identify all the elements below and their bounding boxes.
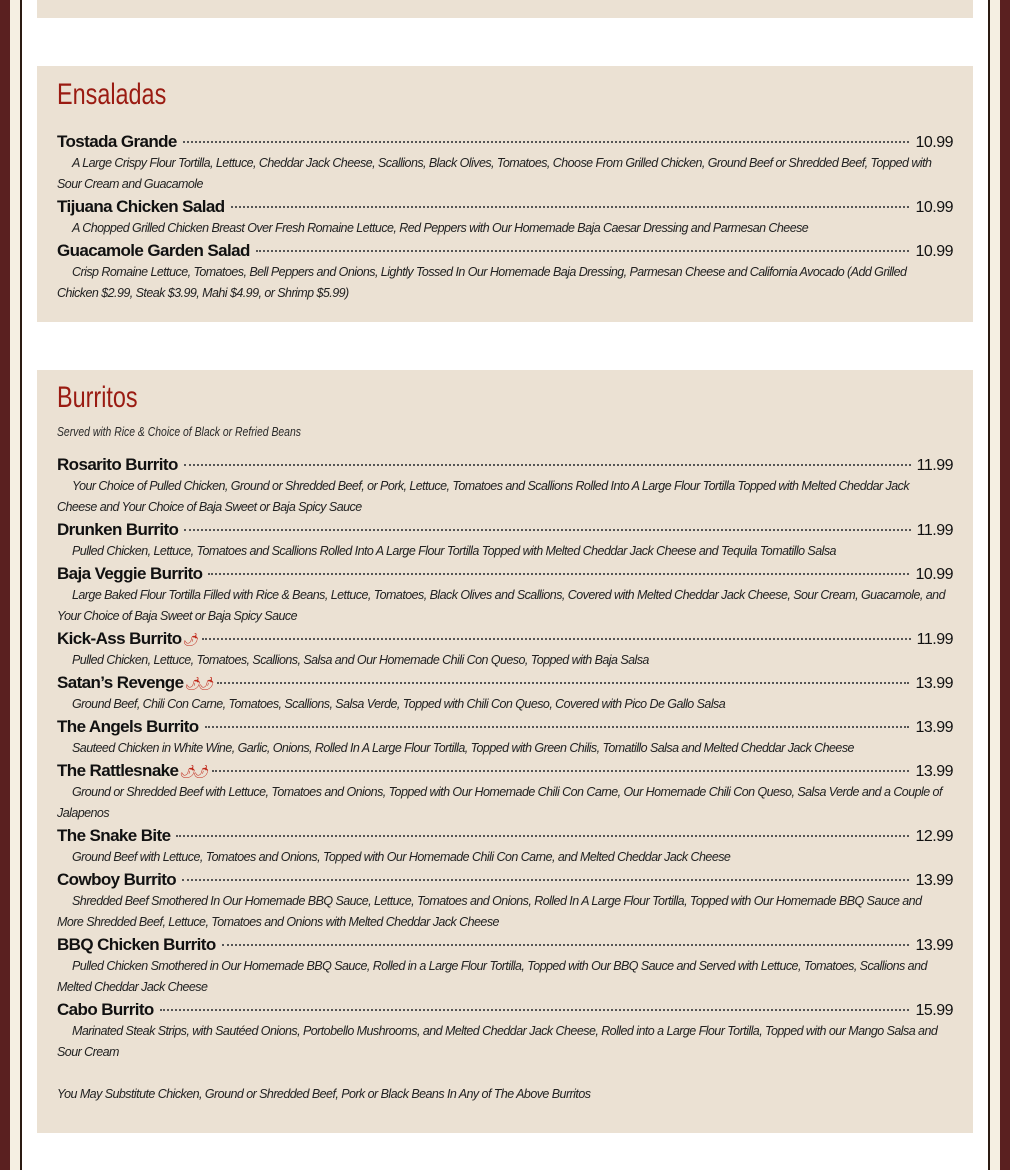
- chili-pepper-icon: 🌶🌶: [184, 676, 212, 691]
- item-price: 10.99: [915, 566, 953, 583]
- menu-item: [57, 998, 953, 1063]
- item-price: 11.99: [916, 457, 953, 474]
- dot-leader: [222, 944, 910, 946]
- section-title: Burritos: [57, 381, 138, 414]
- item-description: A Large Crispy Flour Tortilla, Lettuce, Cheddar Jack Cheese, Scallions, Black Olives, Tomatoes, Choose From Grilled Chicken, Ground Beef or Shredded Beef, Topped with Sour Cream and Guacamole: [57, 156, 932, 191]
- item-description: Large Baked Flour Tortilla Filled with Rice & Beans, Lettuce, Tomatoes, Black Olives and Scallions, Covered with Melted Cheddar Jack Cheese, Sour Cream, Guacamole, and Your Choice of Baja Sweet or Baja Spicy Sauce: [57, 588, 945, 623]
- item-price: 11.99: [916, 631, 953, 648]
- substitution-note: You May Substitute Chicken, Ground or Shredded Beef, Pork or Black Beans In Any of The Above Burritos: [57, 1087, 591, 1101]
- previous-section-panel: [37, 0, 973, 18]
- dot-leader: [231, 206, 910, 208]
- item-description: Pulled Chicken, Lettuce, Tomatoes, Scallions, Salsa and Our Homemade Chili Con Queso, Topped with Baja Salsa: [72, 653, 649, 667]
- menu-item: [57, 453, 953, 518]
- item-price: 12.99: [915, 828, 953, 845]
- menu-item: [57, 671, 953, 715]
- menu-item: [57, 562, 953, 627]
- item-name: Kick-Ass Burrito: [57, 629, 182, 648]
- item-name: Tostada Grande: [57, 132, 177, 151]
- item-price: 13.99: [915, 719, 953, 736]
- menu-item: [57, 195, 953, 239]
- item-description: Ground Beef with Lettuce, Tomatoes and Onions, Topped with Our Homemade Chili Con Carne, and Melted Cheddar Jack Cheese: [72, 850, 731, 864]
- item-description: Crisp Romaine Lettuce, Tomatoes, Bell Peppers and Onions, Lightly Tossed In Our Homemade Baja Dressing, Parmesan Cheese and California Avocado (Add Grilled Chicken $2.99, Steak $3.99, Mahi $4.99, or Shrimp $5.99): [57, 265, 907, 300]
- item-description: Sauteed Chicken in White Wine, Garlic, Onions, Rolled In A Large Flour Tortilla, Topped with Green Chilis, Tomatillo Salsa and Melted Cheddar Jack Cheese: [72, 741, 854, 755]
- item-price: 13.99: [915, 872, 953, 889]
- dot-leader: [183, 141, 910, 143]
- chili-pepper-icon: 🌶🌶: [179, 764, 207, 779]
- menu-item: [57, 759, 953, 824]
- item-name: Guacamole Garden Salad: [57, 241, 250, 260]
- item-description: Your Choice of Pulled Chicken, Ground or Shredded Beef, or Pork, Lettuce, Tomatoes and Scallions Rolled Into A Large Flour Tortilla Topped with Melted Cheddar Jack Cheese and Your Choice of Baja Sweet or Baja Spicy Sauce: [57, 479, 910, 514]
- dot-leader: [182, 879, 909, 881]
- item-name: Rosarito Burrito: [57, 455, 178, 474]
- section-intro: Served with Rice & Choice of Black or Refried Beans: [57, 424, 301, 439]
- dot-leader: [217, 682, 909, 684]
- item-description: Ground or Shredded Beef with Lettuce, Tomatoes and Onions, Topped with Our Homemade Chili Con Carne, Our Homemade Chili Con Queso, Salsa Verde and a Couple of Jalapenos: [57, 785, 942, 820]
- item-price: 10.99: [915, 199, 953, 216]
- item-description: Shredded Beef Smothered In Our Homemade BBQ Sauce, Lettuce, Tomatoes and Onions, Rolled In A Large Flour Tortilla, Topped with Our Homemade BBQ Sauce and More Shredded Beef, Lettuce, Tomatoes and Onions with Melted Cheddar Jack Cheese: [57, 894, 922, 929]
- item-name: Cowboy Burrito: [57, 870, 177, 889]
- ensaladas-section: [37, 66, 973, 322]
- item-description: Ground Beef, Chili Con Carne, Tomatoes, Scallions, Salsa Verde, Topped with Chili Con Queso, Covered with Pico De Gallo Salsa: [72, 697, 726, 711]
- item-price: 11.99: [916, 522, 953, 539]
- item-name: BBQ Chicken Burrito: [57, 935, 216, 954]
- dot-leader: [184, 464, 911, 466]
- chili-pepper-icon: 🌶: [182, 632, 197, 647]
- item-name: The Snake Bite: [57, 826, 171, 845]
- item-price: 15.99: [915, 1002, 953, 1019]
- menu-item: [57, 824, 953, 868]
- dot-leader: [184, 529, 910, 531]
- menu-item: [57, 933, 953, 998]
- item-price: 10.99: [915, 134, 953, 151]
- menu-item: [57, 715, 953, 759]
- dot-leader: [205, 726, 910, 728]
- item-name: Tijuana Chicken Salad: [57, 197, 225, 216]
- dot-leader: [208, 573, 909, 575]
- item-name: Drunken Burrito: [57, 520, 179, 539]
- dot-leader: [256, 250, 910, 252]
- menu-item: [57, 627, 953, 671]
- item-name: The Angels Burrito: [57, 717, 199, 736]
- section-title: Ensaladas: [57, 78, 167, 111]
- dot-leader: [212, 770, 909, 772]
- menu-item: [57, 518, 953, 562]
- item-price: 13.99: [915, 763, 953, 780]
- burritos-section: [37, 370, 973, 1133]
- item-description: Marinated Steak Strips, with Sautéed Onions, Portobello Mushrooms, and Melted Cheddar Jack Cheese, Rolled into a Large Flour Tortilla, Topped with our Mango Salsa and Sour Cream: [57, 1024, 938, 1059]
- dot-leader: [202, 638, 911, 640]
- item-price: 10.99: [915, 243, 953, 260]
- item-description: Pulled Chicken Smothered in Our Homemade BBQ Sauce, Rolled in a Large Flour Tortilla, Topped with Our BBQ Sauce and Served with Lettuce, Tomatoes, Scallions and Melted Cheddar Jack Cheese: [57, 959, 927, 994]
- item-name: Baja Veggie Burrito: [57, 564, 203, 583]
- menu-item: [57, 130, 953, 195]
- item-name: Cabo Burrito: [57, 1000, 154, 1019]
- menu-item: [57, 868, 953, 933]
- item-name: Satan’s Revenge: [57, 673, 184, 692]
- item-description: A Chopped Grilled Chicken Breast Over Fresh Romaine Lettuce, Red Peppers with Our Homemade Baja Caesar Dressing and Parmesan Cheese: [72, 221, 809, 235]
- item-price: 13.99: [915, 937, 953, 954]
- burrito-list: [57, 453, 953, 1063]
- dot-leader: [160, 1009, 910, 1011]
- item-name: The Rattlesnake: [57, 761, 179, 780]
- item-description: Pulled Chicken, Lettuce, Tomatoes and Scallions Rolled Into A Large Flour Tortilla Topped with Melted Cheddar Jack Cheese and Tequila Tomatillo Salsa: [72, 544, 836, 558]
- menu-item: [57, 239, 953, 304]
- item-price: 13.99: [915, 675, 953, 692]
- dot-leader: [176, 835, 909, 837]
